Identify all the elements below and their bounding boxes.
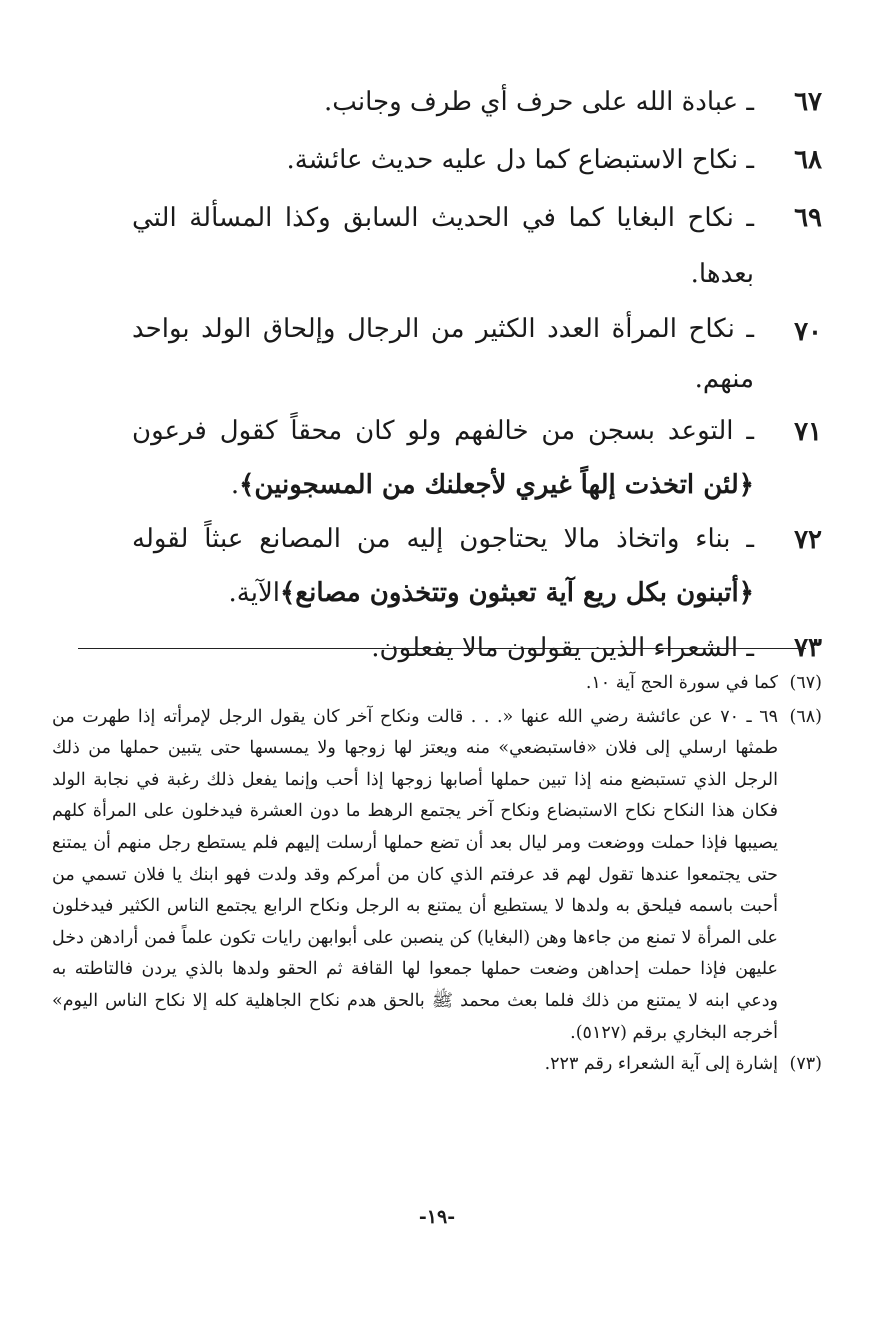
- numbered-items-list: [132, 74, 822, 676]
- item-text: ـ عبادة الله على حرف أي طرف وجانب.: [324, 87, 754, 117]
- item-number: ٦٧: [794, 87, 822, 117]
- footnote: [52, 1049, 822, 1081]
- item-number: ٦٨: [794, 145, 822, 175]
- footnote: [52, 668, 822, 700]
- item-text-after: .: [230, 470, 240, 500]
- list-item: [132, 74, 822, 130]
- item-number: ٧٠: [794, 317, 822, 347]
- footnote-number: (٦٧): [789, 673, 822, 693]
- list-item: [132, 132, 822, 188]
- list-item: [132, 190, 822, 302]
- item-text: ـ نكاح البغايا كما في الحديث السابق وكذا المسألة التي بعدها.: [132, 203, 754, 289]
- item-text: ـ نكاح الاستبضاع كما دل عليه حديث عائشة.: [286, 145, 754, 175]
- item-number: ٧٣: [794, 633, 822, 663]
- item-number: ٧٢: [794, 525, 822, 555]
- footnotes-section: [52, 668, 822, 1081]
- footnote-text: ٦٩ ـ ٧٠ عن عائشة رضي الله عنها «. . . قالت ونكاح آخر كان يقول الرجل لإمرأته إذا طهرت من طمثها ارسلي إلى فلان «فاستبضعي» منه ويعتز لها زوجها ولا يمسسها حتى يتبين حملها من ذلك الرجل الذي تستبضع منه إذا تبين حملها أصابها زوجها إذا أحب وإنما يفعل ذلك رغبة في نجابة الولد فكان هذا النكاح نكاح الاستبضاع ونكاح آخر يجتمع الرهط ما دون العشرة فيدخلون على المرأة كلهم يصيبها فإذا حملت ووضعت ومر ليال بعد أن تضع حملها أرسلت إليهم فلم يستطع رجل منهم أن يمتنع حتى يجتمعوا عندها تقول لهم قد عرفتم الذي كان من أمركم وقد ولدت فهو ابنك يا فلان تسمي من أحبت باسمه فيلحق به ولدها لا يستطيع أن يمتنع به الرجل ونكاح الرابع يجتمع الناس الكثير فيدخلون على المرأة لا تمنع من جاءها وهن (البغايا) كن ينصبن على أبوابهن رايات تكون علماً فمن أرادهن دخل عليهن فإذا حملت إحداهن وضعت حملها جمعوا لها القافة ثم الحقو ولدها بالذي يردن فالتاطته به ودعي ابنه لا يمتنع من ذلك فلما بعث محمد ﷺ بالحق هدم نكاح الجاهلية كله إلا نكاح الناس اليوم» أخرجه البخاري برقم (٥١٢٧).: [52, 706, 778, 1043]
- list-item: [132, 404, 822, 512]
- page-number: -١٩-: [418, 1206, 456, 1228]
- item-text-before: ـ بناء واتخاذ مالا يحتاجون إليه من المصانع عبثاً لقوله: [132, 524, 754, 554]
- item-number: ٦٩: [794, 203, 822, 233]
- footnote: [52, 702, 822, 1050]
- item-text-before: ـ التوعد بسجن من خالفهم ولو كان محقاً كقول فرعون: [132, 416, 754, 446]
- list-item: [132, 512, 822, 620]
- footnote-number: (٦٨): [789, 706, 822, 727]
- item-text: [132, 404, 754, 512]
- footnote-text: كما في سورة الحج آية ١٠.: [585, 673, 778, 693]
- item-text-after: الآية.: [228, 578, 281, 608]
- footnote-number: (٧٣): [789, 1054, 822, 1075]
- footnote-text: إشارة إلى آية الشعراء رقم ٢٢٣.: [544, 1054, 778, 1075]
- list-item: [132, 304, 822, 404]
- footnote-separator: [78, 648, 806, 649]
- item-number: ٧١: [794, 417, 822, 447]
- item-text: ـ نكاح المرأة العدد الكثير من الرجال وإلحاق الولد بواحد منهم.: [132, 314, 754, 394]
- item-text: [132, 512, 754, 620]
- item-text: ـ الشعراء الذين يقولون مالا يفعلون.: [371, 633, 754, 663]
- quran-quote: ﴿أتبنون بكل ريع آية تعبثون وتتخذون مصانع﴾: [280, 578, 754, 608]
- quran-quote: ﴿لئن اتخذت إلهاً غيري لأجعلنك من المسجونين﴾: [239, 470, 754, 500]
